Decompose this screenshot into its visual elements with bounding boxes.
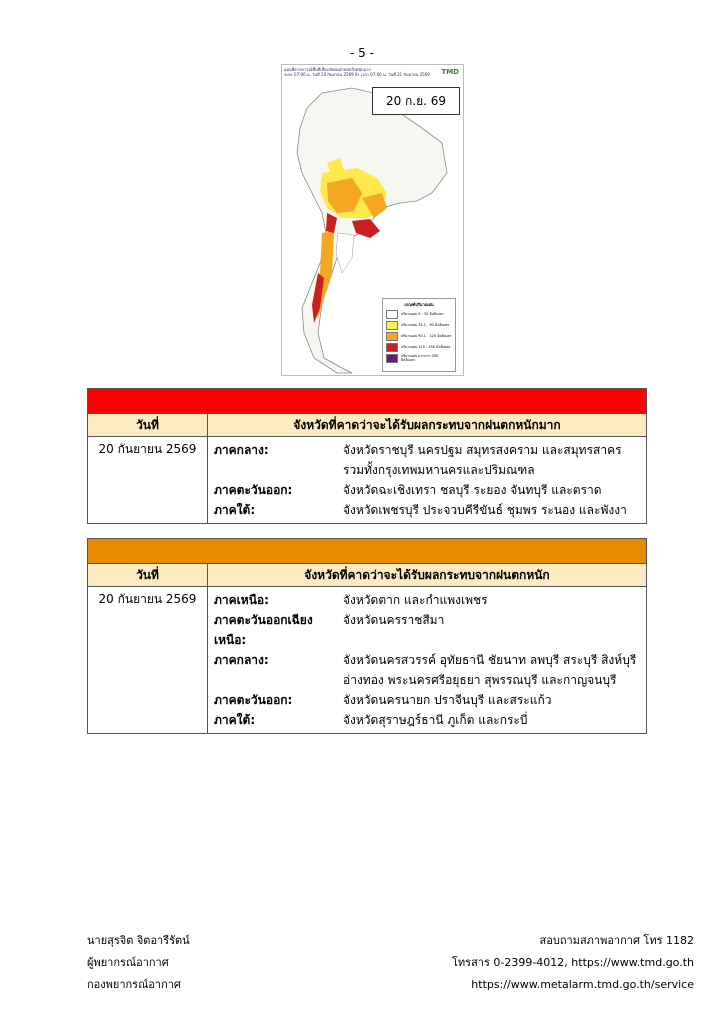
region-provinces: จังหวัดนครราชสีมา: [343, 613, 445, 627]
date-column-header: วันที่: [88, 414, 208, 437]
region-name: ภาคตะวันออก:: [214, 483, 293, 497]
legend-label: ปริมาณฝน 125 - 250 มิลลิเมตร: [401, 344, 451, 349]
heavy-rain-table: [87, 538, 647, 734]
region-east: [214, 480, 640, 500]
severity-banner-orange: [88, 539, 647, 564]
page-number: - 5 -: [350, 46, 374, 60]
contact-service-link[interactable]: https://www.metalarm.tmd.go.th/service: [471, 978, 694, 991]
region-name: ภาคใต้:: [214, 713, 256, 727]
date-column-header: วันที่: [88, 564, 208, 587]
very-heavy-rain-table: [87, 388, 647, 524]
regions-cell: [208, 437, 647, 524]
region-north: [214, 590, 640, 610]
region-name: ภาคตะวันออก:: [214, 693, 293, 707]
map-legend: [382, 298, 456, 372]
rainfall-map-figure: [281, 64, 464, 376]
region-name: ภาคใต้:: [214, 503, 256, 517]
map-subtitle: ระยะ 07:00 น. วันที่ 20 กันยายน 2569 ถึง เวลา 07:00 น. วันที่ 21 กันยายน 2569: [284, 72, 430, 77]
legend-swatch: [386, 354, 398, 363]
legend-item: [386, 321, 452, 330]
legend-swatch: [386, 343, 398, 352]
legend-label: ปริมาณฝน มากกว่า 250 มิลลิเมตร: [401, 354, 439, 362]
region-name: ภาคตะวันออกเฉียงเหนือ:: [214, 613, 313, 647]
forecaster-division: กองพยากรณ์อากาศ: [87, 978, 181, 991]
footer-contact: [452, 930, 694, 996]
forecaster-title: ผู้พยากรณ์อากาศ: [87, 956, 169, 969]
footer-signature: [87, 930, 190, 996]
legend-swatch: [386, 332, 398, 341]
table-row: [88, 437, 647, 524]
provinces-column-header: จังหวัดที่คาดว่าจะได้รับผลกระทบจากฝนตกหนักมาก: [208, 414, 647, 437]
legend-item: [386, 354, 452, 363]
map-header: [284, 67, 434, 77]
region-name: ภาคกลาง:: [214, 443, 269, 457]
regions-cell: [208, 587, 647, 734]
provinces-column-header: จังหวัดที่คาดว่าจะได้รับผลกระทบจากฝนตกหนัก: [208, 564, 647, 587]
legend-item: [386, 332, 452, 341]
region-east: [214, 690, 640, 710]
region-name: ภาคกลาง:: [214, 653, 269, 667]
contact-fax-website[interactable]: โทรสาร 0-2399-4012, https://www.tmd.go.th: [452, 956, 694, 969]
region-provinces: จังหวัดนครสวรรค์ อุทัยธานี ชัยนาท ลพบุรี สระบุรี สิงห์บุรี: [343, 653, 637, 667]
region-name: ภาคเหนือ:: [214, 593, 269, 607]
forecaster-name: นายสุรจิต จิตอารีรัตน์: [87, 934, 190, 947]
gulf-of-thailand: [336, 233, 354, 273]
map-date-label: 20 ก.ย. 69: [372, 87, 460, 115]
region-provinces-continued: อ่างทอง พระนครศรีอยุธยา สุพรรณบุรี และกาญจนบุรี: [343, 673, 617, 687]
date-cell: 20 กันยายน 2569: [88, 587, 208, 734]
region-northeast: [214, 610, 640, 650]
region-provinces: จังหวัดฉะเชิงเทรา ชลบุรี ระยอง จันทบุรี และตราด: [343, 483, 602, 497]
legend-swatch: [386, 310, 398, 319]
legend-label: ปริมาณฝน 0 - 35 มิลลิเมตร: [401, 311, 444, 316]
region-provinces: จังหวัดเพชรบุรี ประจวบคีรีขันธ์ ชุมพร ระนอง และพังงา: [343, 503, 627, 517]
region-central: [214, 440, 640, 460]
legend-title: เกณฑ์ปริมาณฝน: [404, 302, 434, 307]
region-south: [214, 500, 640, 520]
legend-swatch: [386, 321, 398, 330]
region-provinces: จังหวัดราชบุรี นครปฐม สมุทรสงคราม และสมุทรสาคร: [343, 443, 622, 457]
table-banner-row: [88, 389, 647, 414]
region-provinces: จังหวัดนครนายก ปราจีนบุรี และสระแก้ว: [343, 693, 552, 707]
region-south: [214, 710, 640, 730]
region-provinces-continued: รวมทั้งกรุงเทพมหานครและปริมณฑล: [343, 463, 535, 477]
legend-item: [386, 343, 452, 352]
legend-label: ปริมาณฝน 35.1 - 90 มิลลิเมตร: [401, 322, 450, 327]
table-banner-row: [88, 539, 647, 564]
contact-phone: สอบถามสภาพอากาศ โทร 1182: [539, 934, 694, 947]
table-header-row: [88, 414, 647, 437]
table-row: [88, 587, 647, 734]
tmd-logo-icon: TMD: [441, 68, 459, 76]
severity-banner-red: [88, 389, 647, 414]
map-title: แผนที่คาดการณ์พื้นที่เสี่ยงภัยฝนตกหนักถึงหนักมาก: [284, 67, 371, 72]
table-header-row: [88, 564, 647, 587]
date-cell: 20 กันยายน 2569: [88, 437, 208, 524]
legend-label: ปริมาณฝน 90.1 - 125 มิลลิเมตร: [401, 333, 452, 338]
legend-item: [386, 310, 452, 319]
region-central: [214, 650, 640, 670]
region-provinces: จังหวัดสุราษฎร์ธานี ภูเก็ต และกระบี่: [343, 713, 528, 727]
region-provinces: จังหวัดตาก และกำแพงเพชร: [343, 593, 488, 607]
